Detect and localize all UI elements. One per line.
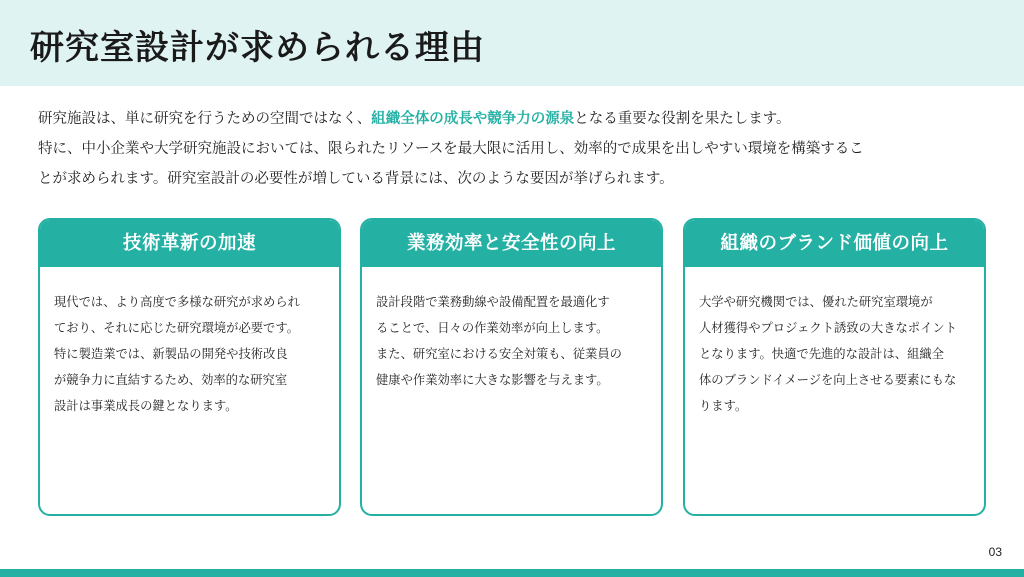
card-text-line: 体のブランドイメージを向上させる要素にもな [699, 373, 957, 387]
card-text-line: 健康や作業効率に大きな影響を与えます。 [376, 373, 609, 387]
intro-paragraph [38, 104, 998, 194]
card-text-line: 人材獲得やプロジェクト誘致の大きなポイント [699, 321, 957, 335]
intro-line-2: 特に、中小企業や大学研究施設においては、限られたリソースを最大限に活用し、効率的で成果を出しやすい環境を構築するこ [38, 141, 864, 157]
card-text-line: 設計段階で業務動線や設備配置を最適化す [376, 295, 610, 309]
intro-highlight: 組織全体の成長や競争力の源泉 [371, 111, 575, 127]
card-text-line: 特に製造業では、新製品の開発や技術改良 [54, 347, 288, 361]
card-brand-value [683, 218, 986, 516]
card-body [362, 267, 661, 393]
card-efficiency-safety [360, 218, 663, 516]
card-title: 業務効率と安全性の向上 [362, 220, 661, 267]
card-text-line: ることで、日々の作業効率が向上します。 [376, 321, 609, 335]
page-number: 03 [988, 545, 1002, 559]
intro-line-1-after: となる重要な役割を果たします。 [574, 111, 791, 127]
card-tech-innovation [38, 218, 341, 516]
card-text-line: となります。快適で先進的な設計は、組織全 [699, 347, 944, 361]
card-text-line: が競争力に直結するため、効率的な研究室 [54, 373, 288, 387]
card-body [40, 267, 339, 419]
card-text-line: ており、それに応じた研究環境が必要です。 [54, 321, 299, 335]
card-body [685, 267, 984, 419]
title-band [0, 0, 1024, 86]
card-text-line: また、研究室における安全対策も、従業員の [376, 347, 622, 361]
bottom-accent-bar [0, 569, 1024, 577]
intro-line-1-before: 研究施設は、単に研究を行うための空間ではなく、 [38, 111, 372, 127]
intro-line-3: とが求められます。研究室設計の必要性が増している背景には、次のような要因が挙げられます。 [38, 171, 674, 187]
page-title: 研究室設計が求められる理由 [30, 28, 485, 68]
card-text-line: 設計は事業成長の鍵となります。 [54, 399, 238, 413]
card-title: 技術革新の加速 [40, 220, 339, 267]
card-text-line: 大学や研究機関では、優れた研究室環境が [699, 295, 933, 309]
card-title: 組織のブランド価値の向上 [685, 220, 984, 267]
intro-line-1 [38, 104, 998, 134]
card-text-line: ります。 [699, 399, 748, 413]
card-text-line: 現代では、より高度で多様な研究が求められ [54, 295, 300, 309]
